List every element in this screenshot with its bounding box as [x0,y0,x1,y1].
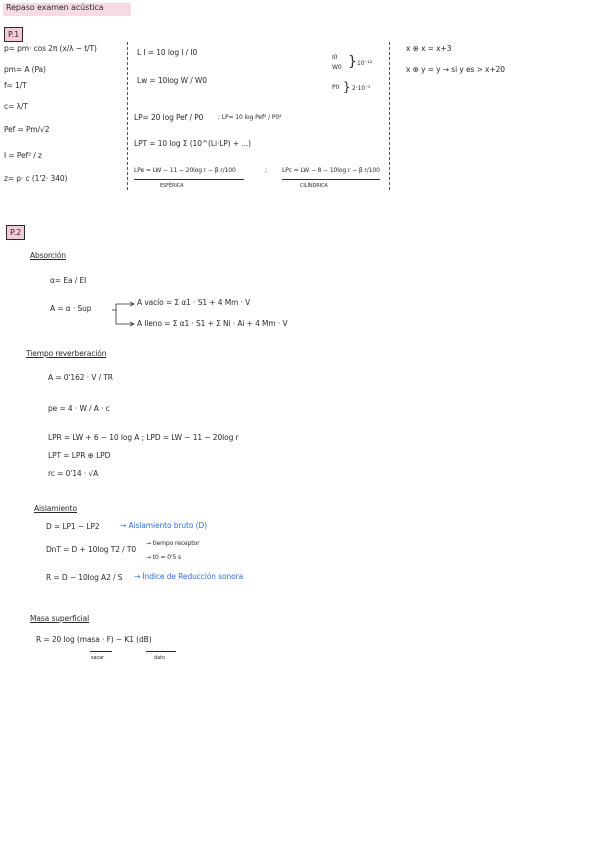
label-dato: dato [154,655,165,661]
formula-lpt-sum: LPT = LPR ⊕ LPD [48,451,111,460]
p2-label: P.2 [6,225,25,240]
p1-label: P.1 [4,27,23,42]
p0-symbol: P0 [332,84,340,91]
p1-formula-pef: Pef = Pm/√2 [4,125,50,134]
page-title: Repaso examen acústica [6,3,104,12]
heading-masa: Masa superficial [30,614,90,623]
label-esferica: ESFÉRICA [160,183,184,189]
label-sacar: sacar [91,655,105,661]
note-t0: → t0 = 0'5 s [146,554,182,561]
p1-rule-equal: x ⊕ x = x+3 [406,44,452,53]
p1-formula-c: c= λ/T [4,102,28,111]
brace-glyph: } [348,54,357,70]
p1-formula-lp-alt: ; LP= 10 log Pef² / P0² [218,114,282,121]
formula-rc: rc = 0'14 · √A [48,469,99,478]
formula-a-tr: A = 0'162 · V / TR [48,373,113,382]
i0-symbol: I0 [332,54,338,61]
p1-formula-li: L I = 10 log I / I0 [137,48,198,57]
label-cilindrica: CILÍNDRICA [300,183,328,189]
formula-masa: R = 20 log (masa · F) − K1 (dB) [36,635,152,644]
note-indice-reduccion: → Índice de Reducción sonora [134,572,244,581]
p1-formula-wave: p= pm· cos 2π (x/λ − t/T) [4,44,97,53]
p1-rule-diff: x ⊕ y = y → si y es > x+20 [406,65,505,74]
p1-formula-pm: pm= A (Pa) [4,65,46,74]
formula-r: R = D − 10log A2 / S [46,573,123,582]
p0-value: 2·10⁻⁵ [352,85,371,92]
p1-formula-lp: LP= 20 log Pef / P0 [134,113,204,122]
p1-formula-lw: Lw = 10log W / W0 [137,76,207,85]
formula-alpha: α= Ea / EI [50,276,87,285]
i0w0-value: 10⁻¹² [357,60,373,67]
formula-a-lleno: A lleno = Σ α1 · S1 + Σ Ni · Ai + 4 Mm · V [137,319,288,328]
heading-tiempo: Tiempo reverberación [26,349,107,358]
heading-absorcion: Absorción [30,251,66,260]
p1-formula-lpt: LPT = 10 log Σ (10^(Li·LP) + ...) [134,139,251,148]
heading-aislamiento: Aislamiento [34,504,77,513]
p1-formula-f: f= 1/T [4,81,27,90]
formula-d: D = LP1 − LP2 [46,522,100,531]
formula-a-vacio: A vacío = Σ α1 · S1 + 4 Mm · V [137,298,251,307]
p1-formula-lpe: LPe = LW − 11 − 20log r − β r/100 [134,167,236,174]
p1-formula-lpc: LPc = LW − 8 − 10log r − β r/100 [282,167,380,174]
formula-lpr-lpd: LPR = LW + 6 − 10 log A ; LPD = LW − 11 − 20log r [48,433,239,442]
formula-dnt: DnT = D + 10log T2 / T0 [46,545,137,554]
w0-symbol: W0 [332,64,342,71]
p1-formula-i: I = Pef² / z [4,151,42,160]
p1-formula-z: z= ρ· c (1'2· 340) [4,174,68,183]
brace-glyph-2: } [343,80,351,94]
formula-a-sup: A = α · Sup [50,304,92,313]
separator: ; [265,167,267,174]
note-tiempo-receptor: → tiempo receptor [146,540,200,547]
note-aislamiento-bruto: → Aislamiento bruto (D) [120,521,207,530]
formula-pe: pe = 4 · W / A · c [48,404,110,413]
